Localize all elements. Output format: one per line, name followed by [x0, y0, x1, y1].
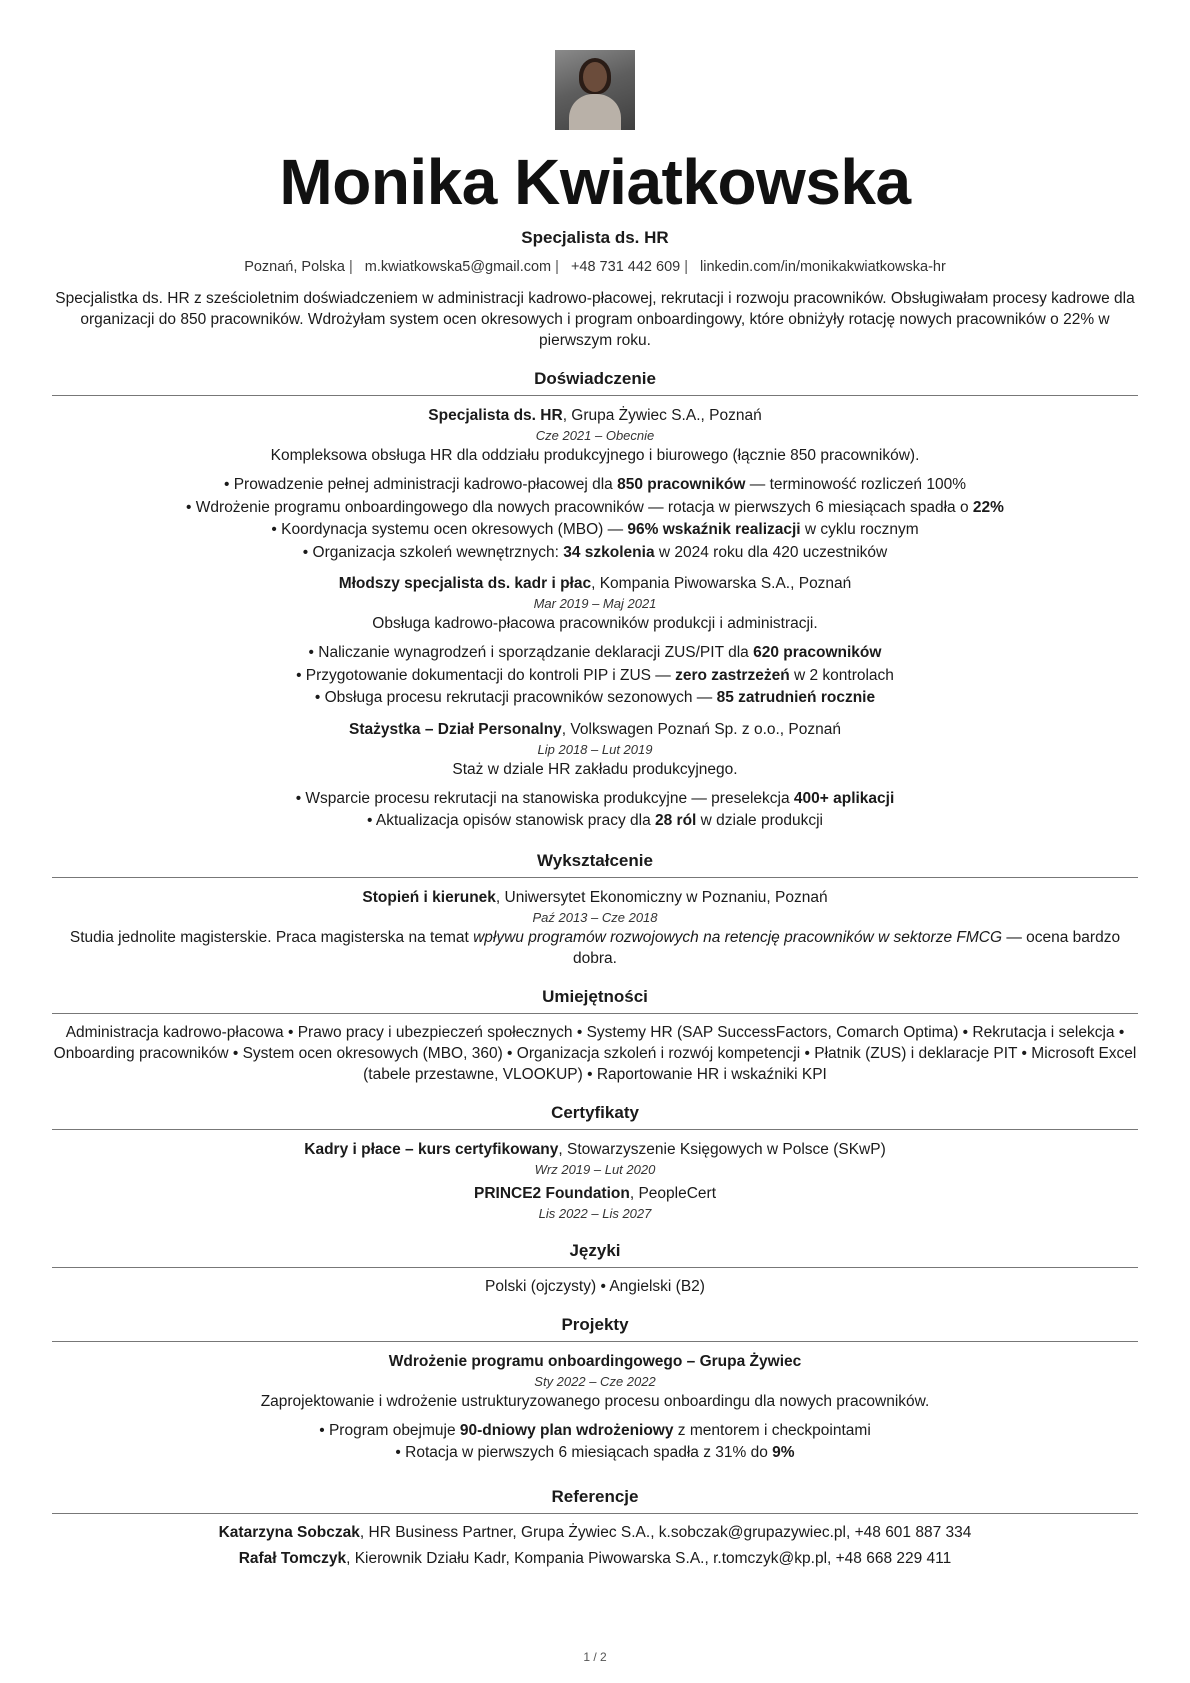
section-divider: [52, 395, 1138, 396]
section-divider: [52, 1267, 1138, 1268]
section-title-projects: Projekty: [561, 1314, 629, 1334]
project-name: Wdrożenie programu onboardingowego – Grupa Żywiec: [388, 1352, 802, 1370]
contact-linkedin[interactable]: linkedin.com/in/monikakwiatkowska-hr: [700, 259, 946, 275]
job-employer: , Volkswagen Poznań Sp. z o.o., Poznań: [561, 720, 841, 738]
section-divider: [52, 1013, 1138, 1014]
contact-email[interactable]: m.kwiatkowska5@gmail.com: [364, 259, 552, 275]
reference-entry: Rafał Tomczyk, Kierownik Działu Kadr, Kompania Piwowarska S.A., r.tomczyk@kp.pl, +48 668 229 411: [238, 1549, 952, 1567]
section-divider: [52, 1341, 1138, 1342]
job-bullet: • Organizacja szkoleń wewnętrznych: 34 szkolenia w 2024 roku dla 420 uczestników: [302, 543, 888, 561]
certificate-entry: [52, 1139, 1138, 1179]
skills-list: Administracja kadrowo-płacowa • Prawo pracy i ubezpieczeń społecznych • Systemy HR (SAP SuccessFactors, Comarch Optima) • Rekrutacja i selekcja • Onboarding pracowników • System ocen okresowych (MBO, 360) • Organizacja szkoleń i rozwój kompetencji • Płatnik (ZUS) i deklaracje PIT • Microsoft Excel (tabele przestawne, VLOOKUP) • Raportowanie HR i wskaźniki KPI: [53, 1023, 1137, 1083]
section-divider: [52, 1513, 1138, 1514]
reference-entry: Katarzyna Sobczak, HR Business Partner, Grupa Żywiec S.A., k.sobczak@grupazywiec.pl, +48 601 887 334: [218, 1523, 972, 1541]
profile-photo: [555, 50, 635, 130]
job-employer: , Grupa Żywiec S.A., Poznań: [562, 407, 762, 424]
certificate-issuer: , Stowarzyszenie Księgowych w Polsce (SKwP): [558, 1140, 886, 1158]
certificate-issuer: , PeopleCert: [629, 1184, 717, 1202]
job-employer: , Kompania Piwowarska S.A., Poznań: [591, 575, 852, 592]
education-description: Studia jednolite magisterskie. Praca magisterska na temat wpływu programów rozwojowych na retencję pracowników w sektorze FMCG — ocena bardzo dobra.: [69, 928, 1121, 967]
resume-page: [52, 0, 1138, 1572]
section-divider: [52, 877, 1138, 878]
certificate-dates: Wrz 2019 – Lut 2020: [534, 1161, 656, 1177]
experience-entry: [52, 573, 1138, 710]
job-role: Stażystka – Dział Personalny: [349, 720, 562, 738]
project-dates: Sty 2022 – Cze 2022: [534, 1373, 656, 1389]
job-description: Obsługa kadrowo-płacowa pracowników produkcji i administracji.: [372, 615, 818, 632]
project-bullet: • Rotacja w pierwszych 6 miesiącach spadła z 31% do 9%: [395, 1444, 795, 1461]
certificate-dates: Lis 2022 – Lis 2027: [538, 1205, 652, 1221]
section-divider: [52, 1129, 1138, 1130]
job-bullet: • Wdrożenie programu onboardingowego dla nowych pracowników — rotacja w pierwszych 6 miesiącach spadła o 22%: [186, 498, 1004, 516]
contact-location: Poznań, Polska: [244, 259, 345, 275]
job-role: Młodszy specjalista ds. kadr i płac: [338, 575, 592, 592]
page-number: 1 / 2: [583, 1650, 607, 1664]
section-title-experience: Doświadczenie: [534, 369, 656, 388]
contact-phone[interactable]: +48 731 442 609: [570, 259, 681, 275]
section-title-certificates: Certyfikaty: [551, 1102, 639, 1122]
job-bullet: • Obsługa procesu rekrutacji pracowników sezonowych — 85 zatrudnień rocznie: [314, 689, 876, 706]
experience-entry: [52, 719, 1138, 833]
job-role: Specjalista ds. HR: [428, 407, 563, 424]
job-bullet: • Wsparcie procesu rekrutacji na stanowiska produkcyjne — preselekcja 400+ aplikacji: [295, 789, 895, 807]
section-title-skills: Umiejętności: [542, 986, 648, 1006]
job-description: Staż w dziale HR zakładu produkcyjnego.: [452, 760, 738, 778]
job-description: Kompleksowa obsługa HR dla oddziału produkcyjnego i biurowego (łącznie 850 pracowników).: [270, 447, 920, 464]
education-degree: Stopień i kierunek: [362, 888, 496, 906]
project-bullet: • Program obejmuje 90-dniowy plan wdrożeniowy z mentorem i checkpointami: [319, 1421, 871, 1439]
section-title-languages: Języki: [569, 1240, 621, 1260]
job-bullet: • Prowadzenie pełnej administracji kadrowo-płacowej dla 850 pracowników — terminowość rozliczeń 100%: [223, 476, 966, 493]
languages-list: Polski (ojczysty) • Angielski (B2): [485, 1277, 705, 1295]
certificate-name: PRINCE2 Foundation: [473, 1184, 630, 1202]
profile-summary: Specjalistka ds. HR z sześcioletnim doświadczeniem w administracji kadrowo-płacowej, rekrutacji i rozwoju pracowników. Obsługiwałam procesy kadrowe dla organizacji do 850 pracowników. Wdrożyłam system ocen okresowych i program onboardingowy, które obniżyły rotację nowych pracowników o 22% w pierwszym roku.: [55, 290, 1135, 349]
job-dates: Cze 2021 – Obecnie: [535, 428, 655, 443]
project-description: Zaprojektowanie i wdrożenie ustrukturyzowanego procesu onboardingu dla nowych pracowników.: [260, 1392, 930, 1410]
job-dates: Mar 2019 – Maj 2021: [533, 596, 657, 611]
certificate-entry: [52, 1183, 1138, 1223]
job-bullet: • Przygotowanie dokumentacji do kontroli PIP i ZUS — zero zastrzeżeń w 2 kontrolach: [296, 666, 894, 684]
job-bullet: • Aktualizacja opisów stanowisk pracy dla 28 ról w dziale produkcji: [366, 812, 824, 829]
job-bullet: • Naliczanie wynagrodzeń i sporządzanie deklaracji ZUS/PIT dla 620 pracowników: [308, 644, 882, 661]
contact-line: Poznań, Polska | m.kwiatkowska5@gmail.com | +48 731 442 609 | linkedin.com/in/monikakwiatkowska-hr: [244, 259, 946, 275]
section-title-references: Referencje: [551, 1486, 639, 1506]
section-title-education: Wykształcenie: [537, 850, 653, 870]
experience-entry: [52, 405, 1138, 564]
job-bullet: • Koordynacja systemu ocen okresowych (MBO) — 96% wskaźnik realizacji w cyklu rocznym: [271, 521, 919, 538]
candidate-name: Monika Kwiatkowska: [279, 146, 911, 218]
job-dates: Lip 2018 – Lut 2019: [537, 741, 653, 757]
certificate-name: Kadry i płace – kurs certyfikowany: [304, 1140, 559, 1158]
project-entry: [52, 1351, 1138, 1465]
job-title: Specjalista ds. HR: [521, 228, 669, 247]
education-school: , Uniwersytet Ekonomiczny w Poznaniu, Poznań: [495, 888, 828, 906]
education-dates: Paź 2013 – Cze 2018: [532, 909, 658, 925]
education-entry: [52, 887, 1138, 969]
